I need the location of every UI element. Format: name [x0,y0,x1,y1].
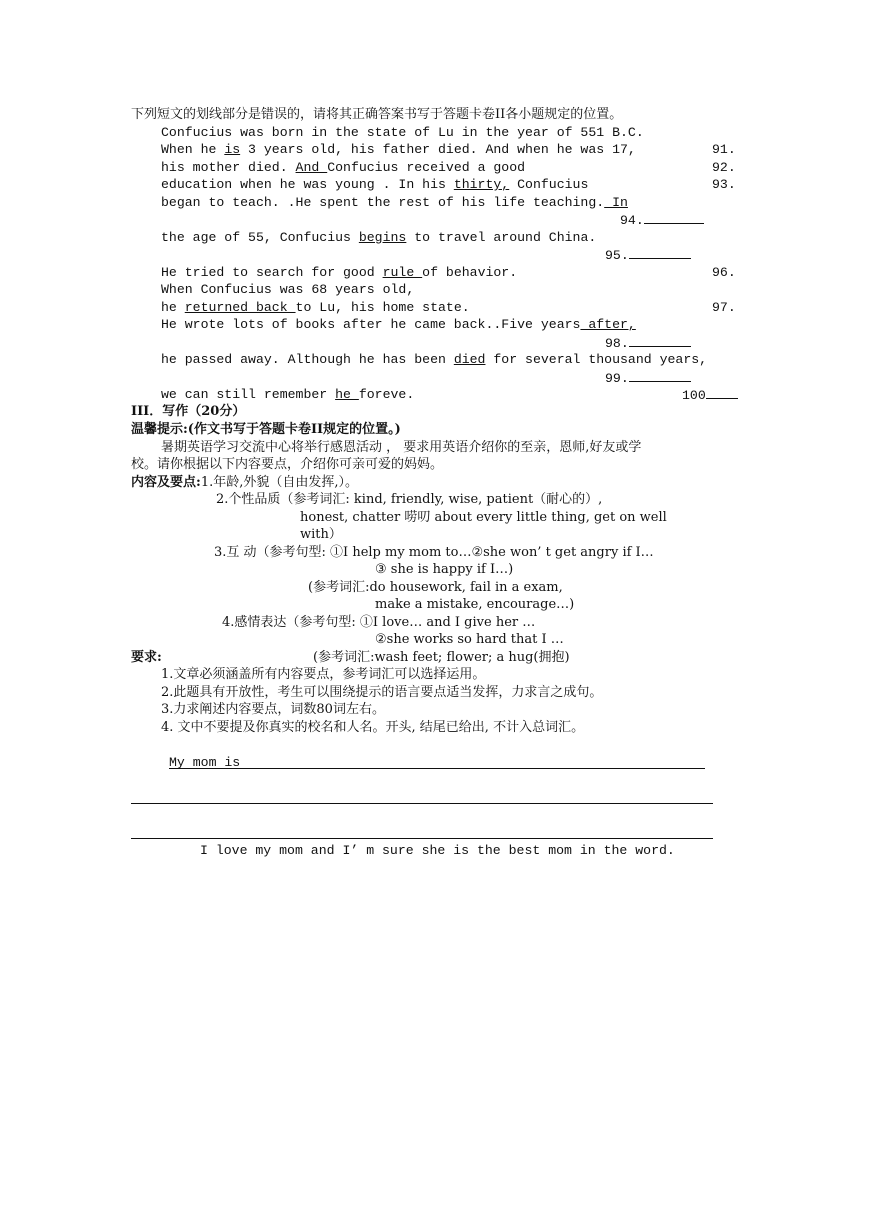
text: Confucius [509,177,589,192]
answer-93 [712,176,736,193]
requirement-2: 2.此题具有开放性，考生可以围绕提示的语言要点适当发挥，力求言之成句。 [161,685,603,700]
tip: 温馨提示:(作文书写于答题卡卷II规定的位置。) [131,422,401,437]
section-title: III．写作（20分） [131,404,246,419]
point-4a: 4.感情表达（参考句型: ①I love… and I give her … [222,615,536,630]
text: 3 years old, his father died. And when he was 17, [240,142,636,157]
number: 100 [682,388,706,403]
error-is: is [224,142,241,157]
answer-100 [682,386,738,404]
writing-line-3[interactable] [131,838,713,839]
error-thirty: thirty, [453,177,510,192]
error-and: And [295,160,328,175]
text: his mother died. [161,160,296,175]
passage-line-8: When Confucius was 68 years old, [161,282,415,297]
text: to Lu, his home state. [295,300,470,315]
text: for several thousand years, [485,352,708,367]
passage-line-5 [161,194,628,211]
number: 99. [605,371,629,386]
point-3d: make a mistake, encourage…) [375,597,575,612]
points-line-1 [131,474,358,491]
point-2a: 2.个性品质（参考词汇: kind, friendly, wise, patient（耐心的）, [216,492,603,507]
point-2c: with） [300,527,342,542]
intro-line-2: 校。请你根据以下内容要点，介绍你可亲可爱的妈妈。 [131,457,444,472]
point-4c: (参考词汇:wash feet; flower; a hug(拥抱) [313,650,570,665]
text: Confucius received a good [327,160,526,175]
error-begins: begins [358,230,407,245]
point-1: 1.年龄,外貌（自由发挥,）。 [200,475,358,490]
text: When he [161,142,225,157]
passage-line-1: Confucius was born in the state of Lu in the year of 551 B.C. [161,125,644,140]
point-2b: honest, chatter 唠叨 about every little thing, get on well [300,510,667,525]
passage-line-6 [161,229,596,246]
answer-blank[interactable] [629,369,691,382]
answer-91 [712,141,736,158]
text: began to teach. .He spent the rest of his life teaching. [161,195,605,210]
writing-line-2[interactable] [131,803,713,804]
passage-line-4 [161,176,588,193]
passage-line-12 [161,386,414,403]
instruction: 下列短文的划线部分是错误的，请将其正确答案书写于答题卡卷II各小题规定的位置。 [131,107,623,122]
answer-blank[interactable] [644,211,704,224]
answer-97 [712,299,736,316]
error-returned-back: returned back [184,300,296,315]
passage-line-9 [161,299,470,316]
point-3c: (参考词汇:do housework, fail in a exam, [308,580,563,595]
points-label: 内容及要点: [131,475,201,490]
number: 95. [605,248,629,263]
passage-line-10 [161,316,636,333]
text: He tried to search for good [161,265,383,280]
text: we can still remember [161,387,336,402]
error-after: after, [580,317,636,332]
answer-blank[interactable] [629,334,691,347]
opening-sentence: My mom is [169,755,241,770]
text: he passed away. Although he has been [161,352,454,367]
answer-92 [712,159,736,176]
text: foreve. [358,387,415,402]
point-3b: ③ she is happy if I…) [375,562,514,577]
answer-blank[interactable] [629,246,691,259]
passage-line-3 [161,159,525,176]
point-4b: ②she works so hard that I … [375,632,564,647]
answer-95 [605,246,691,264]
text: the age of 55, Confucius [161,230,359,245]
text: he [161,300,185,315]
answer-98 [605,334,691,352]
number: 97. [712,300,736,315]
intro-line-1: 暑期英语学习交流中心将举行感恩活动 ， 要求用英语介绍你的至亲，恩师,好友或学 [161,440,642,455]
text: He wrote lots of books after he came back..Five years [161,317,581,332]
answer-99 [605,369,691,387]
text: of behavior. [422,265,518,280]
answer-96 [712,264,736,281]
error-rule: rule [382,265,423,280]
number: 96. [712,265,736,280]
number: 98. [605,336,629,351]
error-he: he [335,387,359,402]
requirement-1: 1.文章必须涵盖所有内容要点，参考词汇可以选择运用。 [161,667,486,682]
number: 92. [712,160,736,175]
number: 93. [712,177,736,192]
passage-line-7 [161,264,517,281]
answer-blank[interactable] [706,386,738,399]
passage-line-2 [161,141,636,158]
closing-sentence: I love my mom and I’ m sure she is the best mom in the word. [200,843,675,858]
error-died: died [453,352,486,367]
error-in: In [604,195,628,210]
text: education when he was young . In his [161,177,454,192]
number: 94. [620,213,644,228]
writing-line-1[interactable] [169,768,705,769]
passage-line-11 [161,351,707,368]
text: to travel around China. [406,230,597,245]
requirement-4: 4. 文中不要提及你真实的校名和人名。开头, 结尾已给出, 不计入总词汇。 [161,720,585,735]
requirement-3: 3.力求阐述内容要点，词数80词左右。 [161,702,385,717]
point-3a: 3.互 动（参考句型: ①I help my mom to…②she won’ t get angry if I… [214,545,654,560]
answer-94 [620,211,704,229]
number: 91. [712,142,736,157]
requirements-label: 要求: [131,650,162,665]
